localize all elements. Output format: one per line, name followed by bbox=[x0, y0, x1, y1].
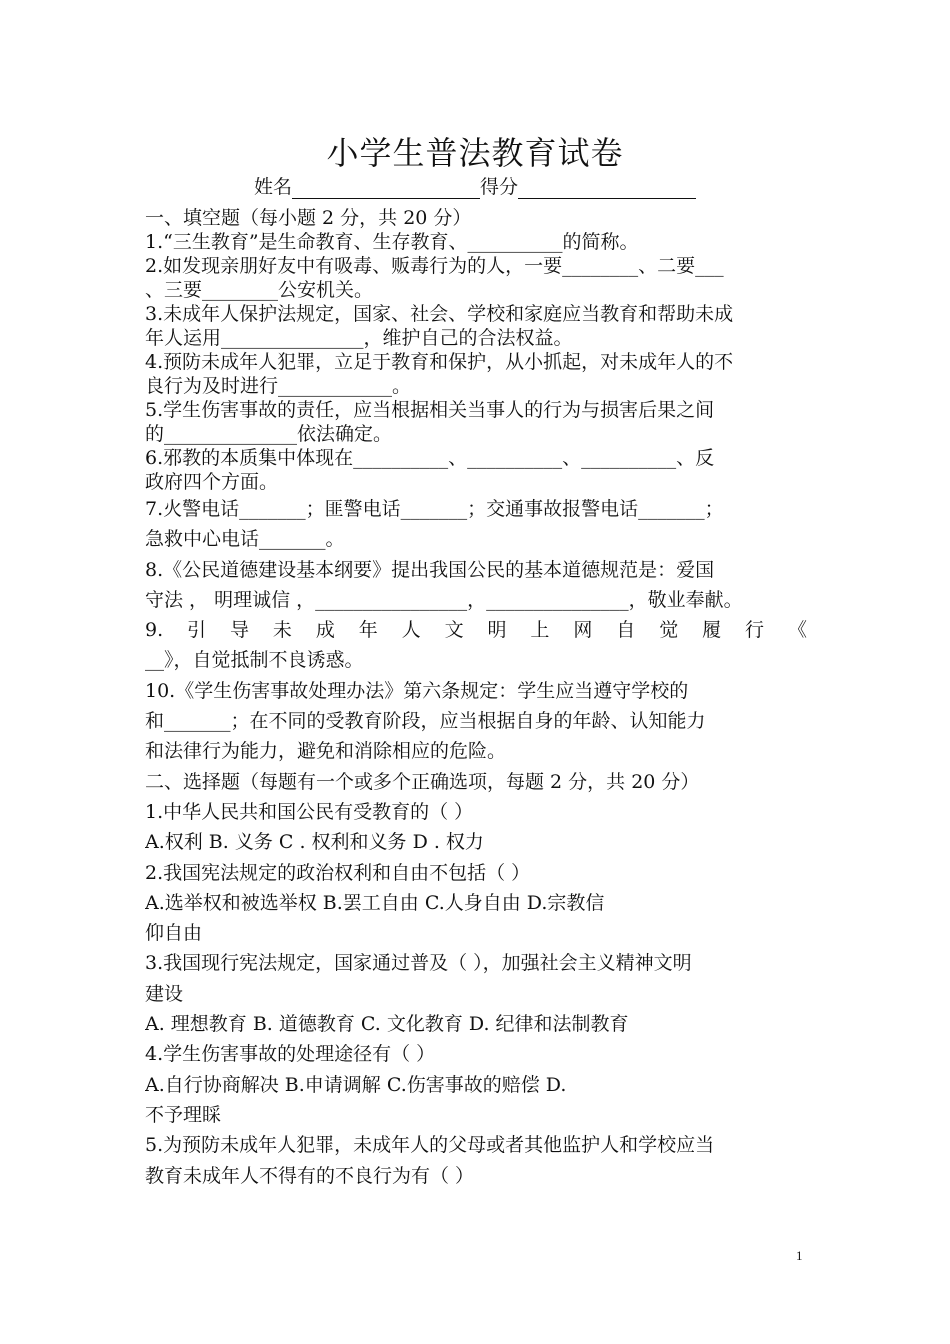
exam-line: A.自行协商解决 B.申请调解 C.伤害事故的赔偿 D. bbox=[145, 1073, 567, 1096]
exam-line: 3.我国现行宪法规定，国家通过普及（ ），加强社会主义精神文明 bbox=[145, 952, 692, 975]
exam-line: 、三要________公安机关。 bbox=[145, 279, 374, 301]
exam-line: 守法 ， 明理诚信 ，________________，_______________，敬业奉献。 bbox=[145, 588, 743, 611]
exam-line: 和法律行为能力，避免和消除相应的危险。 bbox=[145, 740, 507, 763]
exam-line: 1.“三生教育”是生命教育、生存教育、__________的简称。 bbox=[145, 231, 639, 253]
exam-line: 1.中华人民共和国公民有受教育的（ ） bbox=[145, 800, 474, 823]
page-title: 小学生普法教育试卷 bbox=[326, 134, 624, 172]
exam-line: 5.学生伤害事故的责任，应当根据相关当事人的行为与损害后果之间 bbox=[145, 399, 715, 421]
exam-line: 3.未成年人保护法规定，国家、社会、学校和家庭应当教育和帮助未成 bbox=[145, 303, 734, 325]
exam-line: 一、填空题（每小题 2 分，共 20 分） bbox=[145, 207, 472, 229]
exam-line: A.选举权和被选举权 B.罢工自由 C.人身自由 D.宗教信 bbox=[145, 891, 605, 914]
exam-line: 不予理睬 bbox=[145, 1103, 222, 1126]
exam-line: 2.我国宪法规定的政治权利和自由不包括（ ） bbox=[145, 861, 531, 884]
name-blank bbox=[292, 178, 480, 199]
score-label: 得分 bbox=[480, 176, 519, 198]
exam-line: 10.《学生伤害事故处理办法》第六条规定：学生应当遵守学校的 bbox=[145, 679, 689, 702]
exam-line: 年人运用_______________，维护自己的合法权益。 bbox=[145, 327, 573, 349]
exam-line: 7.火警电话_______；匪警电话_______；交通事故报警电话_______； bbox=[145, 498, 724, 520]
page-number: 1 bbox=[796, 1248, 803, 1263]
exam-line: 急救中心电话_______。 bbox=[145, 528, 345, 551]
exam-line: 9. 引 导 未 成 年 人 文 明 上 网 自 觉 履 行 《 bbox=[145, 619, 807, 642]
name-score-line bbox=[0, 172, 950, 199]
exam-line: 良行为及时进行____________。 bbox=[145, 375, 412, 397]
exam-line: 政府四个方面。 bbox=[145, 471, 279, 493]
exam-body bbox=[145, 206, 807, 1191]
exam-line: 4.预防未成年人犯罪，立足于教育和保护，从小抓起，对未成年人的不 bbox=[145, 351, 734, 373]
exam-line: 的______________依法确定。 bbox=[145, 423, 393, 445]
exam-line: 二、选择题（每题有一个或多个正确选项，每题 2 分，共 20 分） bbox=[145, 770, 700, 793]
exam-line: 建设 bbox=[145, 982, 184, 1005]
exam-line: 4.学生伤害事故的处理途径有（ ） bbox=[145, 1043, 436, 1066]
exam-line: 2.如发现亲朋好友中有吸毒、贩毒行为的人，一要________、二要___ bbox=[145, 255, 724, 277]
exam-line: A. 理想教育 B. 道德教育 C. 文化教育 D. 纪律和法制教育 bbox=[145, 1013, 629, 1036]
exam-line: 教育未成年人不得有的不良行为有（ ） bbox=[145, 1164, 475, 1187]
name-label: 姓名 bbox=[253, 176, 292, 198]
exam-line: 5.为预防未成年人犯罪，未成年人的父母或者其他监护人和学校应当 bbox=[145, 1134, 715, 1157]
exam-line: __》，自觉抵制不良诱惑。 bbox=[145, 649, 364, 672]
exam-line: 6.邪教的本质集中体现在__________、__________、__________、反 bbox=[145, 447, 715, 469]
exam-line: A.权利 B. 义务 C . 权利和义务 D . 权力 bbox=[145, 831, 484, 854]
exam-line: 仰自由 bbox=[145, 922, 203, 945]
exam-line: 8.《公民道德建设基本纲要》提出我国公民的基本道德规范是：爱国 bbox=[145, 558, 715, 581]
score-blank bbox=[518, 178, 696, 199]
exam-line: 和_______；在不同的受教育阶段，应当根据自身的年龄、认知能力 bbox=[145, 710, 706, 733]
